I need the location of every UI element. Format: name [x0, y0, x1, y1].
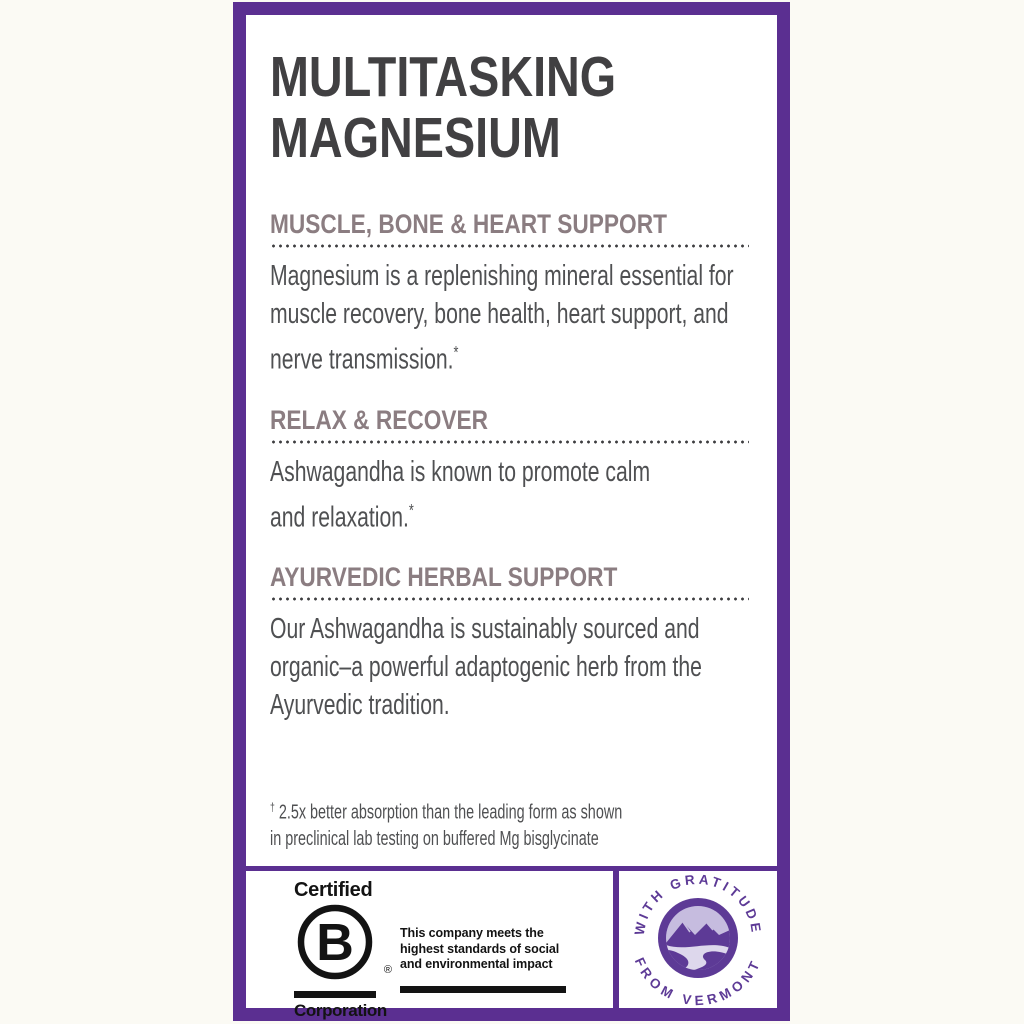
dagger-mark: † — [270, 800, 275, 815]
section-heading: AYURVEDIC HERBAL SUPPORT — [270, 562, 618, 593]
title-line-2: MAGNESIUM — [270, 106, 561, 170]
bcorp-tagline — [400, 879, 566, 1008]
dotted-divider — [270, 440, 749, 444]
footnote-line: † 2.5x better absorption than the leading form as shown — [270, 800, 623, 824]
bcorp-tagline-bar — [400, 986, 566, 993]
body-line: muscle recovery, bone health, heart support, and — [270, 298, 729, 330]
footnote-line: in preclinical lab testing on buffered Mg bisglycinate — [270, 828, 599, 850]
bcorp-certified-text: Certified — [294, 879, 373, 901]
bcorp-corporation-text: Corporation — [294, 1001, 387, 1020]
section-body — [270, 257, 734, 379]
body-line: Magnesium is a replenishing mineral essential for — [270, 260, 734, 292]
bcorp-logo — [294, 879, 392, 1020]
body-line: Our Ashwagandha is sustainably sourced and — [270, 613, 700, 646]
dotted-divider — [270, 597, 749, 601]
tagline-line: and environmental impact — [400, 957, 553, 971]
footnote-mark: * — [453, 342, 459, 362]
label-footer-row — [246, 871, 777, 1020]
body-line: Ayurvedic tradition. — [270, 689, 450, 722]
section-relax-recover — [270, 405, 751, 537]
section-ayurvedic-herbal — [270, 562, 751, 724]
product-title — [270, 47, 664, 169]
badge-arc-top-text: WITH GRATITUDE — [631, 871, 765, 936]
title-line-1: MULTITASKING — [270, 45, 617, 109]
body-line: and relaxation.* — [270, 499, 414, 534]
tagline-line: This company meets the — [400, 926, 544, 940]
bcorp-letter: B — [316, 914, 354, 972]
section-muscle-bone-heart — [270, 209, 751, 379]
bcorp-circle-b-icon — [294, 901, 376, 983]
body-line: Ashwagandha is known to promote calm — [270, 455, 651, 488]
section-body — [270, 453, 651, 537]
body-line: nerve transmission.* — [270, 342, 459, 376]
footnote-mark: * — [408, 499, 414, 520]
product-label — [233, 2, 790, 1021]
section-heading: RELAX & RECOVER — [270, 404, 489, 435]
body-line: organic–a powerful adaptogenic herb from the — [270, 651, 702, 684]
label-main-panel — [246, 15, 777, 866]
badge-arc-bottom-text: FROM VERMONT — [631, 954, 765, 1008]
vermont-badge-icon — [623, 863, 773, 1013]
footnote — [270, 794, 622, 852]
bcorp-certification — [246, 871, 613, 1020]
section-body — [270, 610, 702, 724]
dotted-divider — [270, 244, 749, 248]
vermont-gratitude-badge — [619, 871, 777, 1008]
bcorp-logo-bar — [294, 991, 376, 998]
section-heading: MUSCLE, BONE & HEART SUPPORT — [270, 209, 667, 239]
registered-trademark-symbol: ® — [383, 964, 392, 976]
tagline-line: highest standards of social — [400, 941, 560, 956]
